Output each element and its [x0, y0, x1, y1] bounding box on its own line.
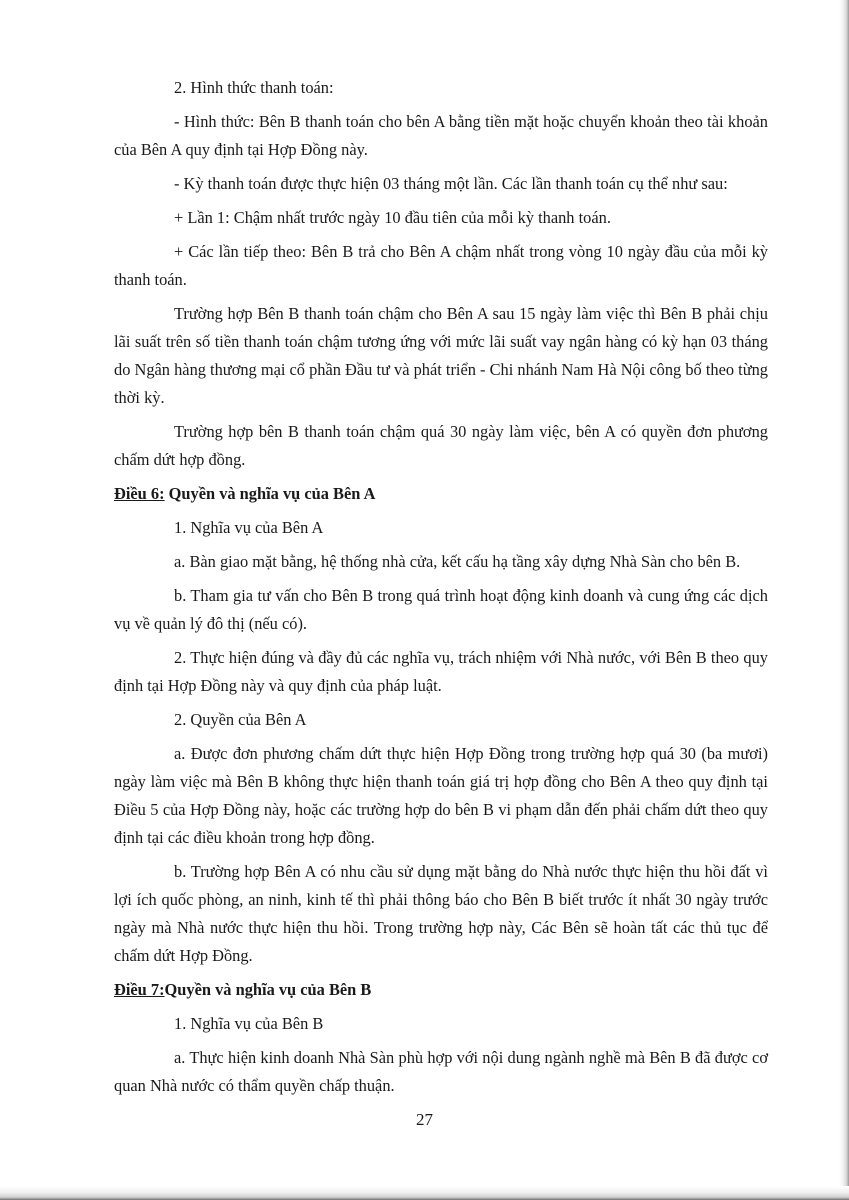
heading-article-6-text: Quyền và nghĩa vụ của Bên A — [164, 484, 376, 503]
paragraph-first-payment: + Lần 1: Chậm nhất trước ngày 10 đầu tiên của mỗi kỳ thanh toán. — [174, 208, 611, 227]
paragraph-party-a-obligation-2: 2. Thực hiện đúng và đầy đủ các nghĩa vụ, trách nhiệm với Nhà nước, với Bên B theo quy định tại Hợp Đồng này và quy định của pháp luật. — [114, 648, 768, 695]
heading-article-7-label: Điều 7: — [114, 980, 165, 999]
paragraph-party-a-obligation-b: b. Tham gia tư vấn cho Bên B trong quá trình hoạt động kinh doanh và cung ứng các dịch vụ về quản lý đô thị (nếu có). — [114, 586, 768, 633]
heading-article-6 — [114, 480, 768, 508]
heading-article-6-label: Điều 6: — [114, 484, 165, 503]
paragraph-party-a-obligation-a: a. Bàn giao mặt bằng, hệ thống nhà cửa, kết cấu hạ tầng xây dựng Nhà Sàn cho bên B. — [174, 552, 741, 571]
heading-article-7 — [114, 976, 768, 1004]
page-number: 27 — [416, 1110, 433, 1129]
document-body — [114, 74, 768, 1106]
paragraph-payment-period: - Kỳ thanh toán được thực hiện 03 tháng một lần. Các lần thanh toán cụ thể như sau: — [174, 174, 728, 193]
paragraph-party-b-obligation-a: a. Thực hiện kinh doanh Nhà Sàn phù hợp với nội dung ngành nghề mà Bên B đã được cơ quan Nhà nước có thẩm quyền chấp thuận. — [114, 1048, 768, 1095]
paragraph-party-a-right-b: b. Trường hợp Bên A có nhu cầu sử dụng mặt bằng do Nhà nước thực hiện thu hồi đất vì lợi ích quốc phòng, an ninh, kinh tế thì phải thông báo cho Bên B biết trước ít nhất 30 ngày trước ngày mà Nhà nước thực hiện thu hồi. Trong trường hợp này, Các Bên sẽ hoàn tất các thủ tục để chấm dứt Hợp Đồng. — [114, 862, 768, 965]
page-edge-shadow-bottom — [0, 1186, 849, 1200]
paragraph-party-a-obligations: 1. Nghĩa vụ của Bên A — [174, 518, 324, 537]
paragraph-payment-form: - Hình thức: Bên B thanh toán cho bên A bằng tiền mặt hoặc chuyển khoản theo tài khoản của Bên A quy định tại Hợp Đồng này. — [114, 112, 768, 159]
paragraph-payment-method-title: 2. Hình thức thanh toán: — [174, 78, 334, 97]
paragraph-next-payments: + Các lần tiếp theo: Bên B trả cho Bên A chậm nhất trong vòng 10 ngày đầu của mỗi kỳ thanh toán. — [114, 242, 768, 289]
paragraph-late-payment-interest: Trường hợp Bên B thanh toán chậm cho Bên A sau 15 ngày làm việc thì Bên B phải chịu lãi suất trên số tiền thanh toán chậm tương ứng với mức lãi suất vay ngân hàng có kỳ hạn 03 tháng do Ngân hàng thương mại cổ phần Đầu tư và phát triển - Chi nhánh Nam Hà Nội công bố theo từng thời kỳ. — [114, 304, 768, 407]
page-edge-shadow-right — [839, 0, 849, 1200]
paragraph-party-a-right-a: a. Được đơn phương chấm dứt thực hiện Hợp Đồng trong trường hợp quá 30 (ba mươi) ngày làm việc mà Bên B không thực hiện thanh toán giá trị hợp đồng cho Bên A theo quy định tại Điều 5 của Hợp Đồng này, hoặc các trường hợp do bên B vi phạm dẫn đến phải chấm dứt theo quy định tại các điều khoản trong hợp đồng. — [114, 744, 768, 847]
paragraph-late-payment-termination: Trường hợp bên B thanh toán chậm quá 30 ngày làm việc, bên A có quyền đơn phương chấm dứt hợp đồng. — [114, 422, 768, 469]
heading-article-7-text: Quyền và nghĩa vụ của Bên B — [164, 980, 372, 999]
paragraph-party-a-rights: 2. Quyền của Bên A — [174, 710, 307, 729]
paragraph-party-b-obligations: 1. Nghĩa vụ của Bên B — [174, 1014, 324, 1033]
